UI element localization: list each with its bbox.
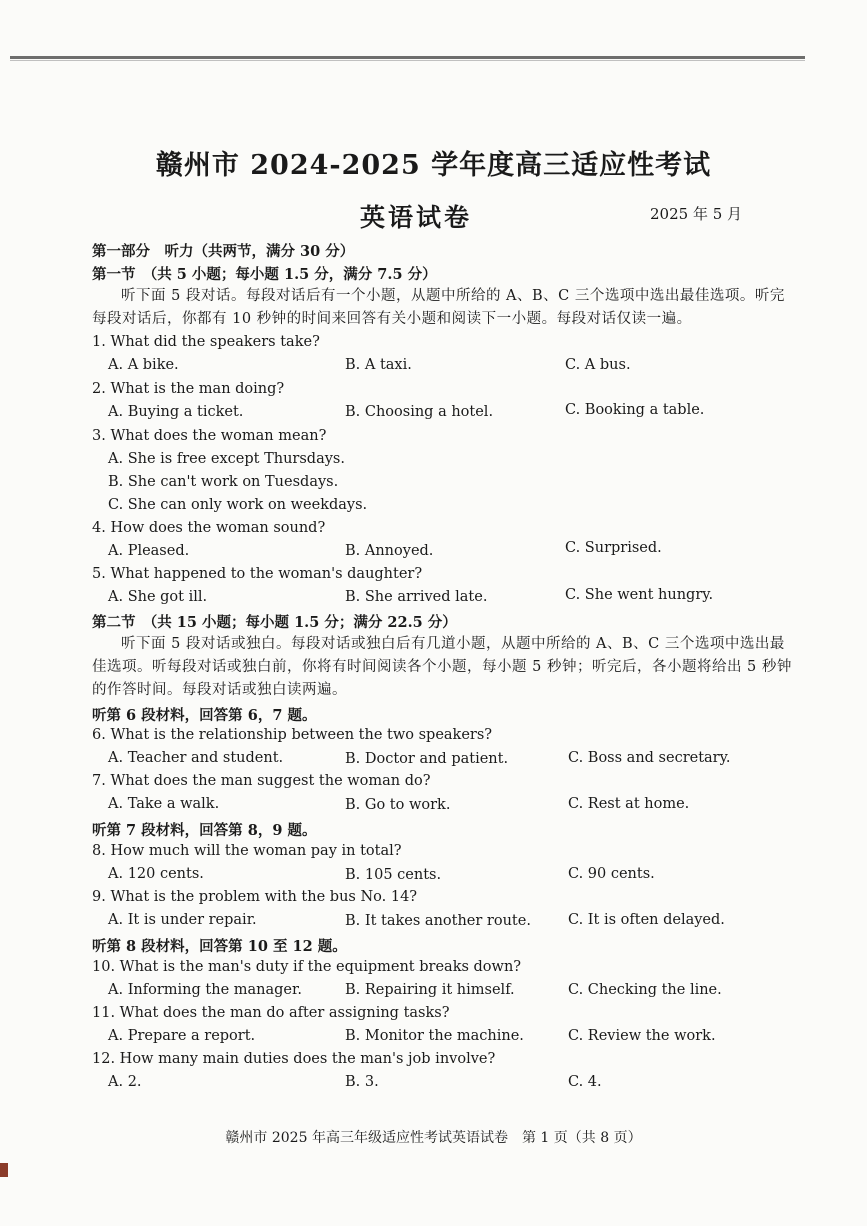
question-5: 5. What happened to the woman's daughter? [92,566,423,582]
q9-option-c[interactable]: C. It is often delayed. [568,912,725,928]
scan-edge-mark [0,1163,8,1177]
q5-option-a[interactable]: A. She got ill. [108,589,208,605]
q8-option-b[interactable]: B. 105 cents. [345,867,442,883]
q10-option-c[interactable]: C. Checking the line. [568,982,722,998]
q6-option-a[interactable]: A. Teacher and student. [108,750,284,766]
q7-option-a[interactable]: A. Take a walk. [108,796,220,812]
question-2: 2. What is the man doing? [92,381,285,397]
question-11: 11. What does the man do after assigning tasks? [92,1005,450,1021]
q6-option-c[interactable]: C. Boss and secretary. [568,750,731,766]
q2-option-b[interactable]: B. Choosing a hotel. [345,404,494,420]
exam-subtitle: 英语试卷 [360,203,473,232]
q1-option-a[interactable]: A. A bike. [108,357,179,373]
q3-option-a[interactable]: A. She is free except Thursdays. [108,451,345,467]
q11-option-b[interactable]: B. Monitor the machine. [345,1028,524,1044]
q5-option-c[interactable]: C. She went hungry. [565,587,714,603]
q10-option-b[interactable]: B. Repairing it himself. [345,982,515,998]
section1-instructions: 听下面 5 段对话。每段对话后有一个小题，从题中所给的 A、B、C 三个选项中选出最佳选项。听完每段对话后，你都有 10 秒钟的时间来回答有关小题和阅读下一小题。每段对话仅读一遍。 [92,288,785,327]
question-10: 10. What is the man's duty if the equipment breaks down? [92,959,522,975]
exam-date: 2025 年 5 月 [650,205,743,223]
question-7: 7. What does the man suggest the woman do? [92,773,431,789]
question-8: 8. How much will the woman pay in total? [92,843,402,859]
exam-title: 赣州市 2024-2025 学年度高三适应性考试 [155,150,712,181]
q8-option-a[interactable]: A. 120 cents. [108,866,204,882]
question-6: 6. What is the relationship between the two speakers? [92,727,493,743]
q1-option-b[interactable]: B. A taxi. [345,357,412,373]
q2-option-a[interactable]: A. Buying a ticket. [108,404,244,420]
top-border-line-thin [10,60,805,61]
q3-option-b[interactable]: B. She can't work on Tuesdays. [108,474,339,490]
section2-instructions: 听下面 5 段对话或独白。每段对话或独白后有几道小题，从题中所给的 A、B、C 三个选项中选出最佳选项。听每段对话或独白前，你将有时间阅读各个小题，每小题 5 秒钟；听完后，各小题将给出 5 秒钟的作答时间。每段对话或独白读两遍。 [92,636,792,698]
q4-option-b[interactable]: B. Annoyed. [345,543,434,559]
q6-option-b[interactable]: B. Doctor and patient. [345,751,509,767]
question-4: 4. How does the woman sound? [92,520,326,536]
q12-option-a[interactable]: A. 2. [108,1074,142,1090]
q3-option-c[interactable]: C. She can only work on weekdays. [108,497,368,513]
q12-option-c[interactable]: C. 4. [568,1074,602,1090]
question-1: 1. What did the speakers take? [92,334,320,350]
question-9: 9. What is the problem with the bus No. 14? [92,889,418,905]
q9-option-b[interactable]: B. It takes another route. [345,913,531,929]
q1-option-c[interactable]: C. A bus. [565,357,631,373]
section2-heading: 第二节 （共 15 小题；每小题 1.5 分；满分 22.5 分） [92,614,457,631]
q12-option-b[interactable]: B. 3. [345,1074,379,1090]
page-footer: 赣州市 2025 年高三年级适应性考试英语试卷 第 1 页（共 8 页） [225,1130,642,1146]
part1-heading: 第一部分 听力（共两节，满分 30 分） [92,243,355,260]
q7-option-b[interactable]: B. Go to work. [345,797,451,813]
q4-option-c[interactable]: C. Surprised. [565,540,662,556]
q9-option-a[interactable]: A. It is under repair. [108,912,257,928]
q2-option-c[interactable]: C. Booking a table. [565,402,705,418]
q8-option-c[interactable]: C. 90 cents. [568,866,655,882]
material-8-label: 听第 8 段材料，回答第 10 至 12 题。 [92,938,347,955]
question-12: 12. How many main duties does the man's job involve? [92,1051,496,1067]
material-6-label: 听第 6 段材料，回答第 6，7 题。 [92,707,317,724]
top-border-line [10,56,805,59]
question-3: 3. What does the woman mean? [92,428,327,444]
section1-heading: 第一节 （共 5 小题；每小题 1.5 分，满分 7.5 分） [92,266,437,283]
q11-option-c[interactable]: C. Review the work. [568,1028,716,1044]
q5-option-b[interactable]: B. She arrived late. [345,589,488,605]
q10-option-a[interactable]: A. Informing the manager. [108,982,302,998]
q11-option-a[interactable]: A. Prepare a report. [108,1028,256,1044]
material-7-label: 听第 7 段材料，回答第 8，9 题。 [92,822,317,839]
q4-option-a[interactable]: A. Pleased. [108,543,190,559]
q7-option-c[interactable]: C. Rest at home. [568,796,690,812]
